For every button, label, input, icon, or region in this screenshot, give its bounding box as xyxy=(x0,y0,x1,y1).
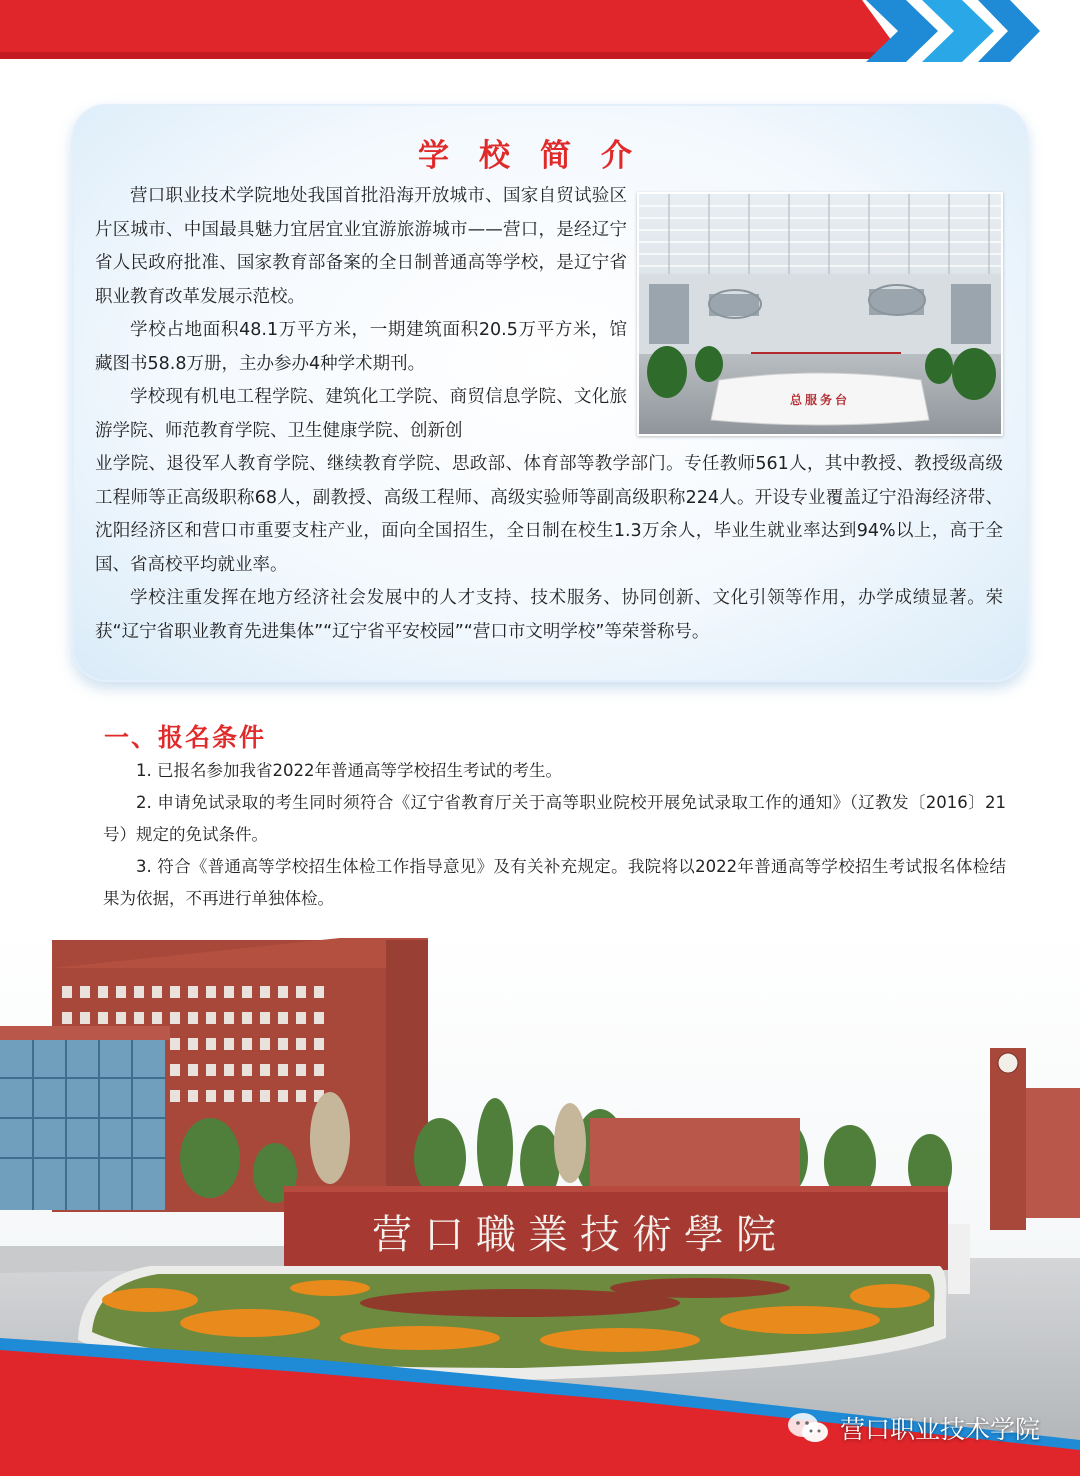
wechat-watermark xyxy=(786,1403,1040,1453)
wechat-icon xyxy=(786,1410,830,1446)
chevron-arrows-icon xyxy=(866,0,1040,62)
condition-item-3: 3. 符合《普通高等学校招生体检工作指导意见》及有关补充规定。我院将以2022年普通高等学校招生考试报名体检结果为依据，不再进行单独体检。 xyxy=(103,857,1006,908)
intro-paragraph-area: 学校占地面积48.1万平方米，一期建筑面积20.5万平方米，馆藏图书58.8万册，主办参办4种学术期刊。 xyxy=(95,320,627,374)
service-hall-photo xyxy=(637,192,1003,436)
header-banner xyxy=(0,0,1080,62)
campus-gate-photo xyxy=(0,928,1080,1476)
condition-item-2: 2. 申请免试录取的考生同时须符合《辽宁省教育厅关于高等职业院校开展免试录取工作的通知》（辽教发〔2016〕21号）规定的免试条件。 xyxy=(103,793,1006,844)
intro-title: 学校简介 xyxy=(418,138,662,174)
intro-paragraph-honors: 学校注重发挥在地方经济社会发展中的人才支持、技术服务、协同创新、文化引领等作用，办学成绩显著。荣获“辽宁省职业教育先进集体”“辽宁省平安校园”“营口市文明学校”等荣誉称号。 xyxy=(95,588,1003,642)
intro-paragraph-departments-start: 学校现有机电工程学院、建筑化工学院、商贸信息学院、文化旅游学院、师范教育学院、卫生健康学院、创新创 xyxy=(95,387,627,441)
desk-sign-text: 总服务台 xyxy=(789,393,851,407)
conditions-title: 一、报名条件 xyxy=(104,723,267,752)
condition-item-1: 1. 已报名参加我省2022年普通高等学校招生考试的考生。 xyxy=(136,761,562,780)
intro-paragraph-location: 营口职业技术学院地处我国首批沿海开放城市、国家自贸试验区片区城市、中国最具魅力宜居宜业宜游旅游城市——营口，是经辽宁省人民政府批准、国家教育部备案的全日制普通高等学校，是辽宁省职业教育改革发展示范校。 xyxy=(95,186,627,307)
watermark-text: 营口职业技术学院 xyxy=(840,1415,1041,1444)
gate-sign-text: 营口職業技術學院 xyxy=(372,1212,788,1258)
intro-paragraph-departments-end: 业学院、退役军人教育学院、继续教育学院、思政部、体育部等教学部门。专任教师561人，其中教授、教授级高级工程师等正高级职称68人，副教授、高级工程师、高级实验师等副高级职称224人。开设专业覆盖辽宁沿海经济带、沈阳经济区和营口市重要支柱产业，面向全国招生，全日制在校生1.3万余人，毕业生就业率达到94%以上，高于全国、省高校平均就业率。 xyxy=(95,454,1003,575)
